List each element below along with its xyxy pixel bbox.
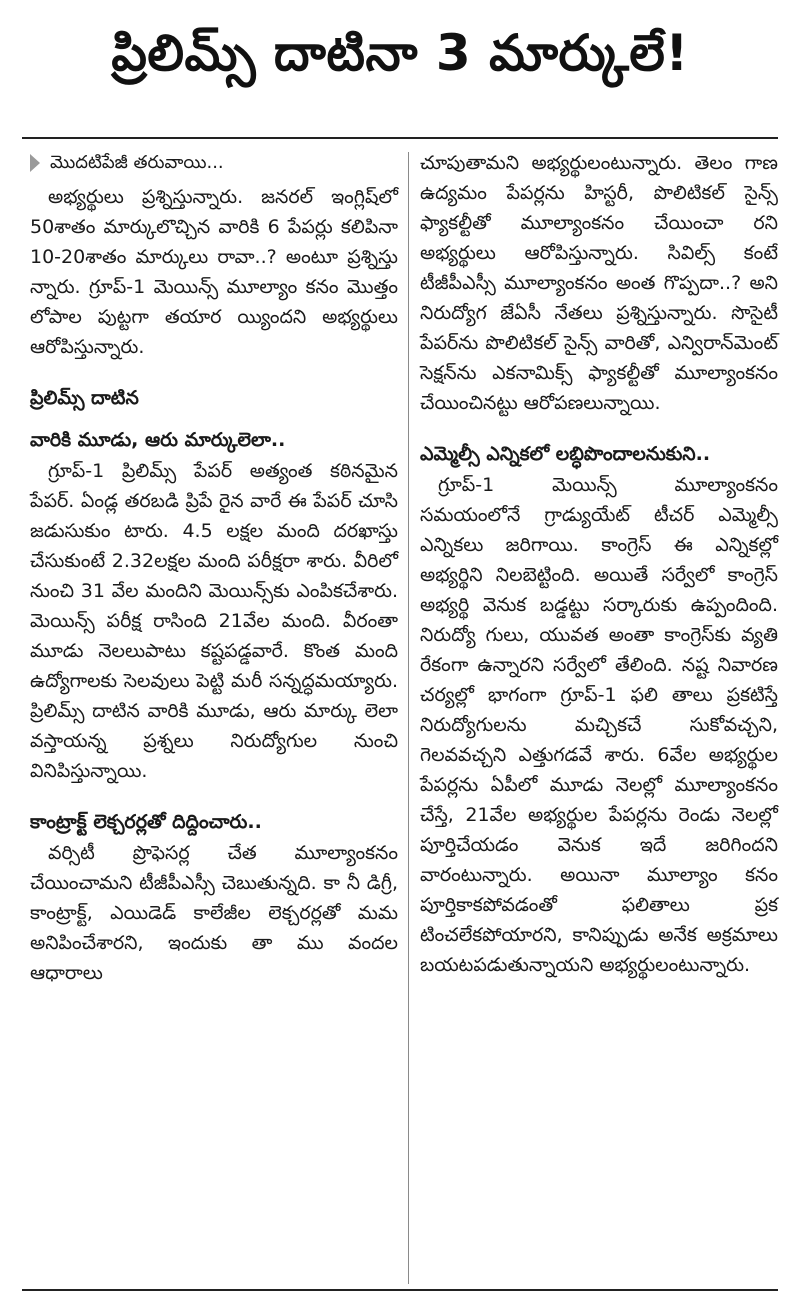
paragraph: అభ్యర్థులు ప్రశ్నిస్తున్నారు. జనరల్ ఇంగ్లిష్‌లో 50శాతం మార్కులొచ్చిన వారికి 6 పేపర్లు కలిపినా 10-20శాతం మార్కులు రావా..? అంటూ ప్రశ్నిస్తు న్నారు. గ్రూప్-1 మెయిన్స్ మూల్యాం కనం మొత్తం లోపాల పుట్టగా తయార య్యిందని అభ్యర్థులు ఆరోపిస్తున్నారు. — [30, 186, 398, 358]
paragraph: వర్సిటీ ప్రొఫెసర్ల చేత మూల్యాంకనం చేయించామని టీజీపీఎస్సీ చెబుతున్నది. కా నీ డిగ్రీ, కాంట్రాక్ట్, ఎయిడెడ్ కాలేజీల లెక్చరర్లతో మమ అనిపించేశారని, ఇందుకు తా ము వందల ఆధారాలు — [30, 842, 398, 984]
column-divider — [408, 152, 409, 1284]
subheading: ప్రిలిమ్స్ దాటిన — [30, 387, 139, 409]
chevron-right-icon — [30, 154, 40, 172]
kicker-text: మొదటిపేజీ తరువాయి... — [50, 152, 224, 173]
right-column — [420, 148, 778, 980]
headline: ప్రిలిమ్స్ దాటినా 3 మార్కులే! — [111, 24, 689, 82]
bottom-rule — [22, 1289, 778, 1291]
subheading: వారికి మూడు, ఆరు మార్కులెలా.. — [30, 429, 286, 451]
paragraph: గ్రూప్-1 మెయిన్స్ మూల్యాంకనం సమయంలోనే గ్రాడ్యుయేట్ టీచర్ ఎమ్మెల్సీ ఎన్నికలు జరిగాయి. కాంగ్రెస్ ఈ ఎన్నికల్లో అభ్యర్థిని నిలబెట్టింది. అయితే సర్వేలో కాంగ్రెస్ అభ్యర్థి వెనుక బడ్డట్టు సర్కారుకు ఉప్పందింది. నిరుద్యో గులు, యువత అంతా కాంగ్రెస్‌కు వ్యతి రేకంగా ఉన్నారని సర్వేలో తేలింది. నష్ట నివారణ చర్యల్లో భాగంగా గ్రూప్-1 ఫలి తాలు ప్రకటిస్తే నిరుద్యోగులను మచ్చికచే సుకోవచ్చని, గెలవవచ్చని ఎత్తుగడవే శారు. 6వేల అభ్యర్థుల పేపర్లను ఏపీలో మూడు నెలల్లో మూల్యాంకనం చేస్తే, 21వేల అభ్యర్థుల పేపర్లను రెండు నెలల్లో పూర్తిచేయడం వెనుక ఇదే జరిగిందని వారంటున్నారు. అయినా మూల్యాం కనం పూర్తికాకపోవడంతో ఫలితాలు ప్రక టించలేకపోయారని, కానిప్పుడు అనేక అక్రమాలు బయటపడుతున్నాయని అభ్యర్థులంటున్నారు. — [420, 474, 778, 976]
paragraph: గ్రూప్-1 ప్రిలిమ్స్ పేపర్ అత్యంత కఠినమైన పేపర్. ఏండ్ల తరబడి ప్రిపే రైన వారే ఈ పేపర్ చూసి జడుసుకుం టారు. 4.5 లక్షల మంది దరఖాస్తు చేసుకుంటే 2.32లక్షల మంది పరీక్షరా శారు. వీరిలో నుంచి 31 వేల మందిని మెయిన్స్‌కు ఎంపికచేశారు. మెయిన్స్ పరీక్ష రాసింది 21వేల మంది. వీరంతా మూడు నెలలుపాటు కష్టపడ్డవారే. కొంత మంది ఉద్యోగాలకు సెలవులు పెట్టి మరీ సన్నద్ధమయ్యారు. ప్రిలిమ్స్ దాటిన వారికి మూడు, ఆరు మార్కు లెలా వస్తాయన్న ప్రశ్నలు నిరుద్యోగుల నుంచి వినిపిస్తున్నాయి. — [30, 460, 398, 782]
subheading: కాంట్రాక్ట్ లెక్చరర్లతో దిద్దించారు.. — [30, 811, 262, 833]
headline-rule — [22, 137, 778, 139]
left-column — [30, 148, 398, 988]
paragraph: చూపుతామని అభ్యర్థులంటున్నారు. తెలం గాణ ఉద్యమం పేపర్లను హిస్టరీ, పొలిటికల్ సైన్స్ ఫ్యాకల్టీతో మూల్యాంకనం చేయించా రని అభ్యర్థులు ఆరోపిస్తున్నారు. సివిల్స్ కంటే టీజీపీఎస్సీ మూల్యాంకనం అంత గొప్పదా..? అని నిరుద్యోగ జేఏసీ నేతలు ప్రశ్నిస్తున్నారు. సొసైటీ పేపర్‌ను పొలిటికల్ సైన్స్ వారితో, ఎన్విరాన్‌మెంట్ సెక్షన్‌ను ఎకనామిక్స్ ఫ్యాకల్టీతో మూల్యాంకనం చేయించినట్టు ఆరోపణలున్నాయి. — [420, 152, 778, 414]
subheading: ఎమ్మెల్సీ ఎన్నికలో లబ్ధిపొందాలనుకుని.. — [420, 443, 711, 465]
continued-from-front-page — [30, 148, 398, 178]
